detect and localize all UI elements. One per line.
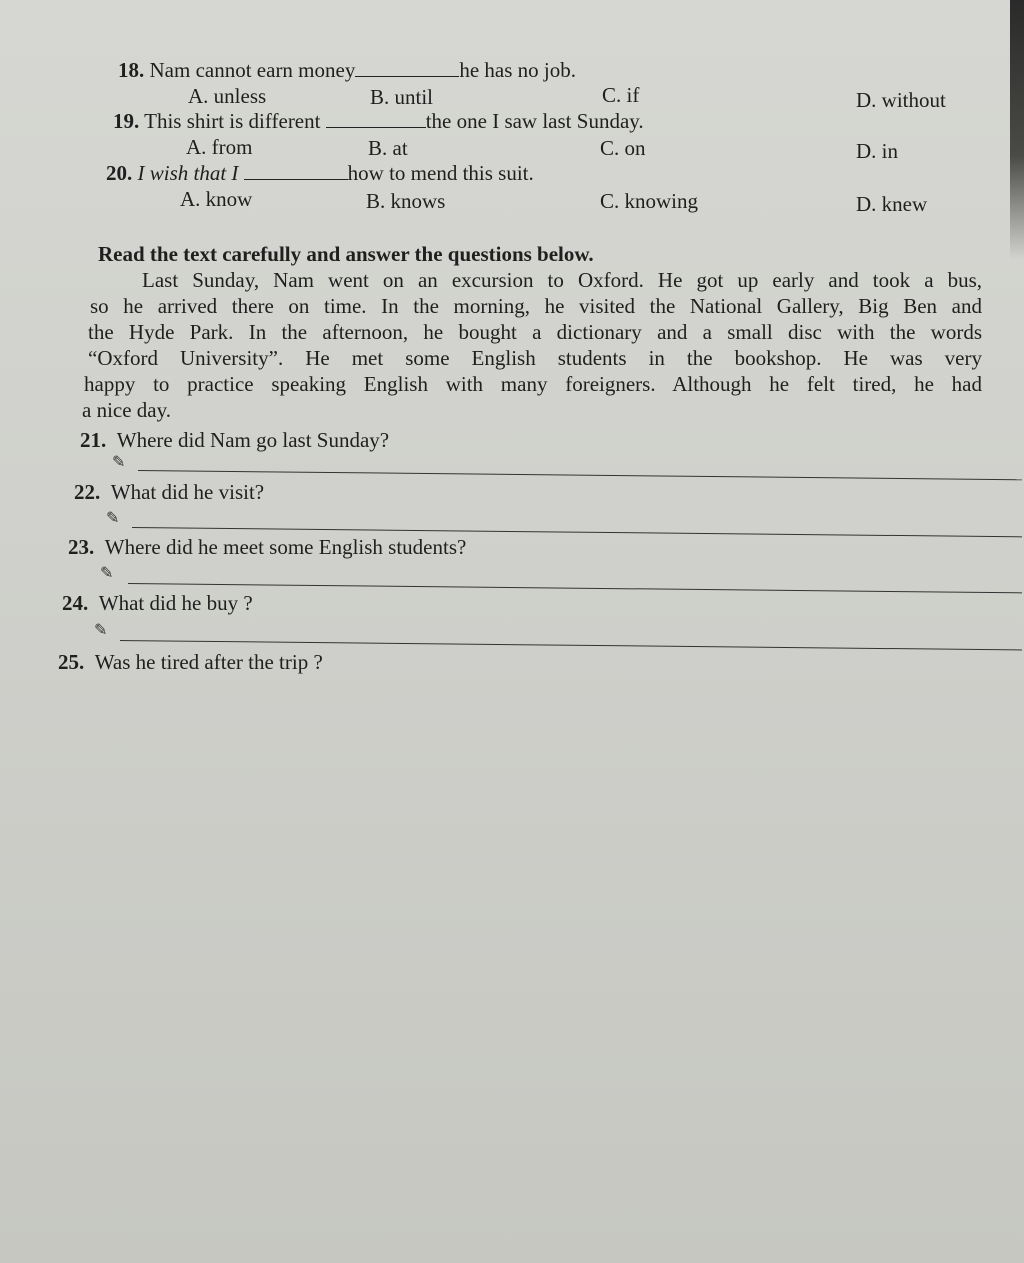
passage-line: a nice day. — [82, 398, 172, 422]
answer-line[interactable] — [128, 583, 1022, 593]
option-d: D. knew — [856, 192, 928, 216]
passage-line: the Hyde Park. In the afternoon, he bought a dictionary and a small disc with the words — [88, 320, 982, 344]
passage-line: Last Sunday, Nam went on an excursion to Oxford. He got up early and took a bus, — [142, 268, 982, 292]
passage-line: happy to practice speaking English with many foreigners. Although he felt tired, he had — [84, 372, 982, 396]
passage-line: so he arrived there on time. In the morning, he visited the National Gallery, Big Ben and — [90, 294, 982, 318]
reading-heading: Read the text carefully and answer the questions below. — [98, 242, 594, 266]
question-text: What did he buy ? — [98, 591, 253, 615]
option-c: C. on — [600, 136, 646, 160]
mcq-question-18 — [118, 58, 576, 82]
reading-passage — [82, 267, 982, 423]
question-text: What did he visit? — [110, 480, 265, 504]
question-number: 18. — [118, 58, 145, 82]
question-number: 20. — [106, 161, 133, 185]
answer-blank[interactable] — [326, 113, 426, 128]
question-number: 21. — [80, 428, 107, 452]
page-edge-shadow — [1010, 0, 1024, 260]
option-b: B. until — [370, 85, 434, 109]
option-c: C. if — [602, 83, 640, 107]
option-d: D. without — [856, 88, 946, 112]
question-text: Was he tired after the trip ? — [94, 650, 323, 674]
question-text-after: how to mend this suit. — [347, 161, 534, 185]
pen-icon: ✎ — [106, 510, 120, 527]
question-number: 25. — [58, 650, 85, 674]
question-text-before: I wish that I — [137, 161, 239, 185]
option-a: A. know — [180, 187, 253, 211]
question-25 — [58, 650, 323, 674]
question-text-before: This shirt is different — [144, 109, 321, 133]
option-d: D. in — [856, 139, 898, 163]
option-c: C. knowing — [600, 189, 699, 213]
passage-line: “Oxford University”. He met some English students in the bookshop. He was very — [88, 346, 982, 370]
answer-line[interactable] — [138, 470, 1022, 480]
option-b: B. knows — [366, 189, 446, 213]
mcq-question-19 — [113, 109, 644, 133]
question-number: 23. — [68, 535, 95, 559]
option-b: B. at — [368, 136, 408, 160]
question-24 — [62, 591, 253, 615]
question-number: 22. — [74, 480, 101, 504]
question-21 — [80, 428, 389, 452]
pen-icon: ✎ — [94, 622, 108, 639]
answer-blank[interactable] — [244, 165, 348, 180]
answer-line[interactable] — [120, 640, 1022, 650]
question-text: Where did he meet some English students? — [104, 535, 467, 559]
option-a: A. from — [186, 135, 253, 159]
answer-blank[interactable] — [355, 62, 459, 77]
pen-icon: ✎ — [112, 454, 126, 471]
question-22 — [74, 480, 264, 504]
mcq-question-20 — [106, 161, 534, 185]
question-number: 19. — [113, 109, 140, 133]
question-text: Where did Nam go last Sunday? — [116, 428, 390, 452]
question-number: 24. — [62, 591, 89, 615]
question-text-after: the one I saw last Sunday. — [425, 109, 644, 133]
option-a: A. unless — [188, 84, 267, 108]
question-text-after: he has no job. — [459, 58, 576, 82]
question-23 — [68, 535, 466, 559]
pen-icon: ✎ — [100, 565, 114, 582]
question-text-before: Nam cannot earn money — [149, 58, 356, 82]
